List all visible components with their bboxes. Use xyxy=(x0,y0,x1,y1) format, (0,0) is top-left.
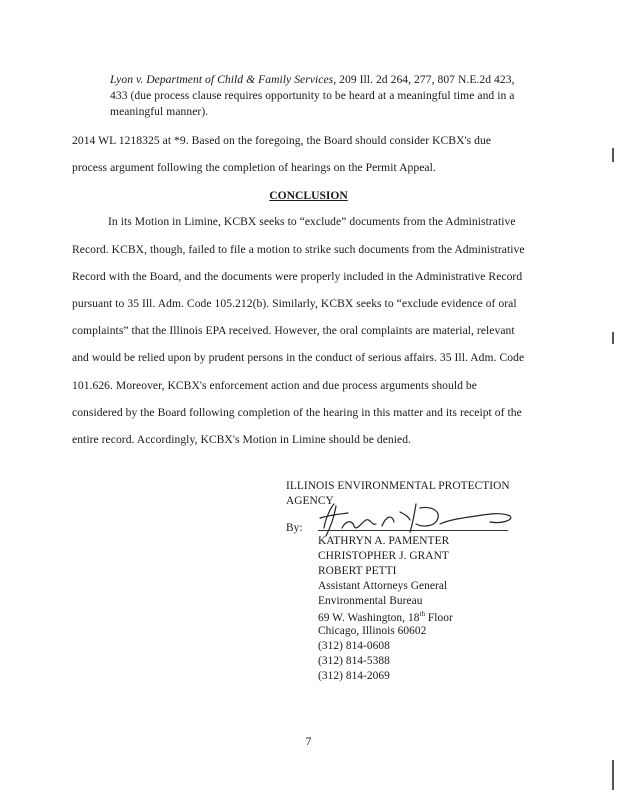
scan-mark xyxy=(612,760,614,790)
citation-line-1 xyxy=(110,73,515,86)
section-heading: CONCLUSION xyxy=(269,189,348,202)
body-line: complaints” that the Illinois EPA received. However, the oral complaints are material, relevant xyxy=(72,324,515,337)
body-line: 101.626. Moreover, KCBX's enforcement action and due process arguments should be xyxy=(72,379,477,392)
page-number: 7 xyxy=(305,735,312,748)
body-line: pursuant to 35 Ill. Adm. Code 105.212(b). Similarly, KCBX seeks to “exclude evidence of oral xyxy=(72,297,517,310)
by-label: By: xyxy=(286,522,303,534)
phone-number: (312) 814-5388 xyxy=(318,655,390,667)
citation-line-2: 433 (due process clause requires opportunity to be heard at a meaningful time and in a xyxy=(110,89,515,102)
scan-mark xyxy=(612,148,614,162)
address-prefix: 69 W. Washington, 18 xyxy=(318,611,420,624)
bureau-name: Environmental Bureau xyxy=(318,595,423,607)
attorney-name: KATHRYN A. PAMENTER xyxy=(318,535,450,547)
body-line: 2014 WL 1218325 at *9. Based on the foregoing, the Board should consider KCBX's due xyxy=(72,134,492,147)
attorney-title: Assistant Attorneys General xyxy=(318,580,448,592)
signature-line xyxy=(318,530,508,531)
body-line: In its Motion in Limine, KCBX seeks to “exclude” documents from the Administrative xyxy=(108,215,516,228)
address-suffix: Floor xyxy=(425,611,453,624)
body-line: Record with the Board, and the documents were properly included in the Administrative Record xyxy=(72,270,523,283)
address-line xyxy=(318,610,453,624)
scan-mark xyxy=(612,332,614,344)
body-line: considered by the Board following completion of the hearing in this matter and its receipt of the xyxy=(72,406,522,419)
citation-line-3: meaningful manner). xyxy=(110,105,209,118)
attorney-name: CHRISTOPHER J. GRANT xyxy=(318,550,449,562)
phone-number: (312) 814-2069 xyxy=(318,670,390,682)
citation-case-name: Lyon v. Department of Child & Family Services, xyxy=(110,73,337,86)
city-line: Chicago, Illinois 60602 xyxy=(318,625,427,637)
citation-reporter: 209 Ill. 2d 264, 277, 807 N.E.2d 423, xyxy=(336,73,515,86)
address-superscript: th xyxy=(419,610,425,618)
body-line: entire record. Accordingly, KCBX's Motion in Limine should be denied. xyxy=(72,433,412,446)
phone-number: (312) 814-0608 xyxy=(318,640,390,652)
body-line: and would be relied upon by prudent persons in the conduct of serious affairs. 35 Ill. Adm. Code xyxy=(72,351,525,364)
agency-name-line-1: ILLINOIS ENVIRONMENTAL PROTECTION xyxy=(286,480,510,492)
agency-name-line-2: AGENCY xyxy=(286,495,334,507)
body-line: process argument following the completion of hearings on the Permit Appeal. xyxy=(72,161,436,174)
body-line: Record. KCBX, though, failed to file a motion to strike such documents from the Administrative xyxy=(72,243,525,256)
attorney-name: ROBERT PETTI xyxy=(318,565,397,577)
